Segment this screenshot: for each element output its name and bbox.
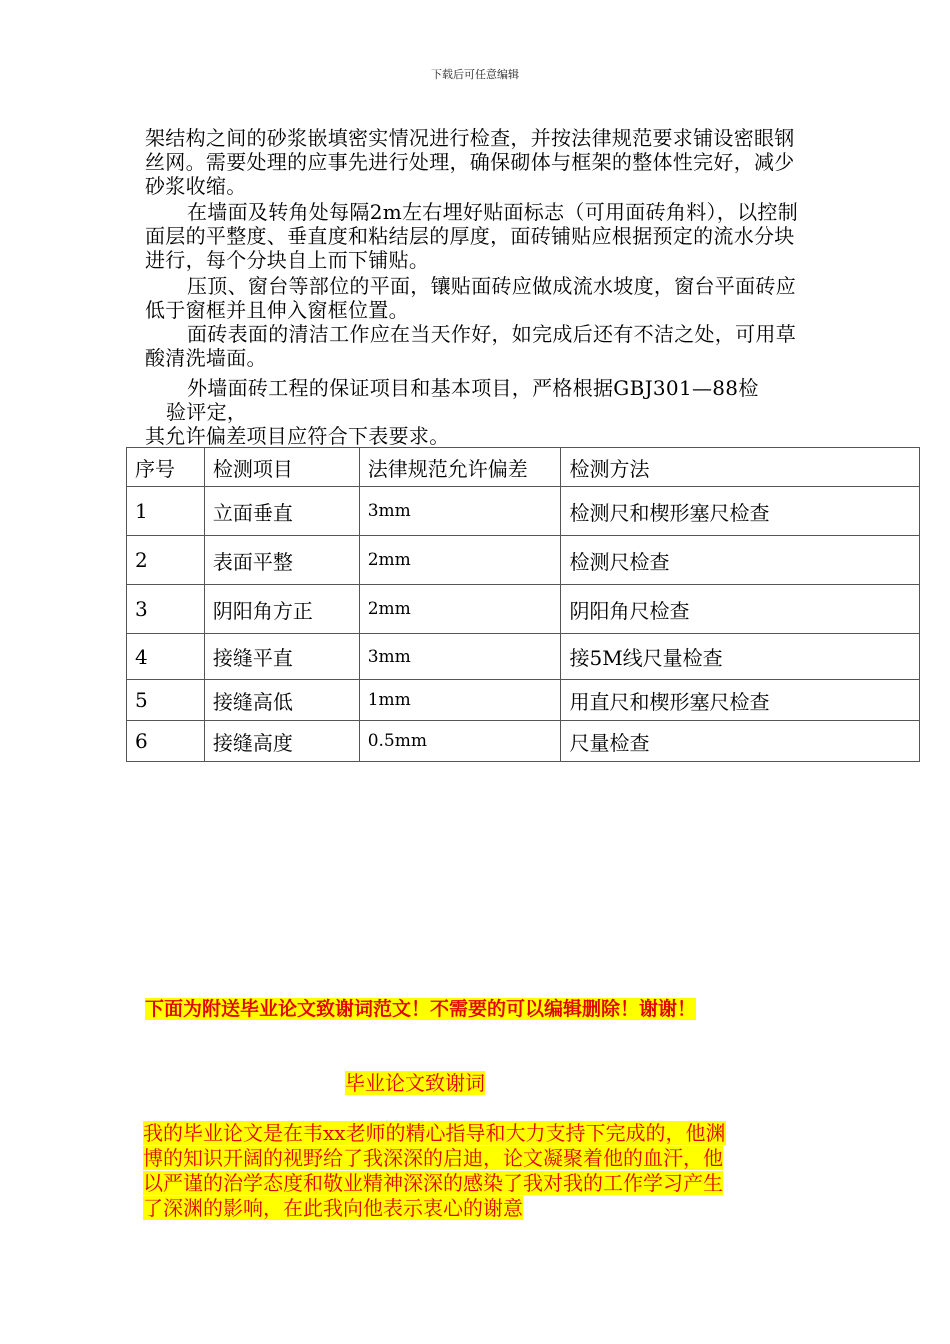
table-row — [127, 585, 920, 634]
table-cell-index: 2 — [127, 536, 205, 585]
table-cell-index: 6 — [127, 721, 205, 762]
table-cell-method: 尺量检查 — [561, 721, 920, 762]
table-cell-tolerance: 3mm — [359, 487, 561, 536]
acknowledgement-body — [143, 1121, 808, 1221]
appendix-notice-text: 下面为附送毕业论文致谢词范文！不需要的可以编辑删除！谢谢！ — [145, 998, 697, 1020]
acknowledgement-line-text: 我的毕业论文是在韦xx老师的精心指导和大力支持下完成的，他渊 — [143, 1121, 726, 1145]
table-cell-index: 1 — [127, 487, 205, 536]
table-cell-method: 接5M线尺量检查 — [561, 634, 920, 680]
table-row — [127, 487, 920, 536]
acknowledgement-line — [143, 1196, 808, 1221]
table-cell-tolerance: 1mm — [359, 680, 561, 721]
paragraph-2: 在墙面及转角处每隔2m左右埋好贴面标志（可用面砖角料），以控制面层的平整度、垂直度和粘结层的厚度，面砖铺贴应根据预定的流水分块进行，每个分块自上而下铺贴。 — [145, 200, 798, 272]
acknowledgement-title — [345, 1071, 485, 1095]
acknowledgement-line-text: 以严谨的治学态度和敬业精神深深的感染了我对我的工作学习产生 — [143, 1171, 723, 1195]
acknowledgement-line — [143, 1146, 808, 1171]
acknowledgement-line — [143, 1171, 808, 1196]
table-cell-item: 表面平整 — [204, 536, 359, 585]
table-row — [127, 680, 920, 721]
acknowledgement-title-text: 毕业论文致谢词 — [345, 1071, 485, 1095]
acknowledgement-line — [143, 1121, 808, 1146]
paragraph-3: 压顶、窗台等部位的平面，镶贴面砖应做成流水坡度，窗台平面砖应低于窗框并且伸入窗框位置。 — [145, 274, 796, 322]
paragraph-5-line-1: 外墙面砖工程的保证项目和基本项目，严格根据GBJ301—88检 — [187, 376, 759, 400]
table-cell-item: 阴阳角方正 — [204, 585, 359, 634]
table-cell-tolerance: 0.5mm — [359, 721, 561, 762]
tolerance-table — [126, 447, 920, 762]
table-cell-tolerance: 3mm — [359, 634, 561, 680]
table-header-cell: 检测项目 — [204, 448, 359, 487]
table-cell-index: 3 — [127, 585, 205, 634]
table-row — [127, 634, 920, 680]
paragraph-4: 面砖表面的清洁工作应在当天作好，如完成后还有不洁之处，可用草酸清洗墙面。 — [145, 322, 796, 370]
table-cell-method: 检测尺和楔形塞尺检查 — [561, 487, 920, 536]
table-cell-item: 接缝平直 — [204, 634, 359, 680]
table-cell-index: 5 — [127, 680, 205, 721]
table-header-cell: 检测方法 — [561, 448, 920, 487]
paragraph-5-line-2: 验评定， — [166, 400, 248, 424]
paragraph-1: 架结构之间的砂浆嵌填密实情况进行检查，并按法律规范要求铺设密眼钢丝网。需要处理的应事先进行处理，确保砌体与框架的整体性完好，减少砂浆收缩。 — [145, 126, 795, 198]
table-header-cell: 法律规范允许偏差 — [359, 448, 561, 487]
table-cell-item: 接缝高度 — [204, 721, 359, 762]
page-header: 下载后可任意编辑 — [431, 68, 519, 81]
acknowledgement-line-text: 博的知识开阔的视野给了我深深的启迪，论文凝聚着他的血汗，他 — [143, 1146, 723, 1170]
table-cell-method: 检测尺检查 — [561, 536, 920, 585]
table-cell-method: 阴阳角尺检查 — [561, 585, 920, 634]
table-header-cell: 序号 — [127, 448, 205, 487]
table-row — [127, 536, 920, 585]
table-cell-method: 用直尺和楔形塞尺检查 — [561, 680, 920, 721]
acknowledgement-line-text: 了深渊的影响，在此我向他表示衷心的谢意 — [143, 1196, 523, 1220]
table-row — [127, 721, 920, 762]
table-header-row — [127, 448, 920, 487]
paragraph-6: 其允许偏差项目应符合下表要求。 — [145, 424, 450, 448]
table-cell-tolerance: 2mm — [359, 536, 561, 585]
table-cell-item: 立面垂直 — [204, 487, 359, 536]
table-cell-item: 接缝高低 — [204, 680, 359, 721]
appendix-notice — [145, 996, 696, 1022]
table-cell-index: 4 — [127, 634, 205, 680]
table-cell-tolerance: 2mm — [359, 585, 561, 634]
